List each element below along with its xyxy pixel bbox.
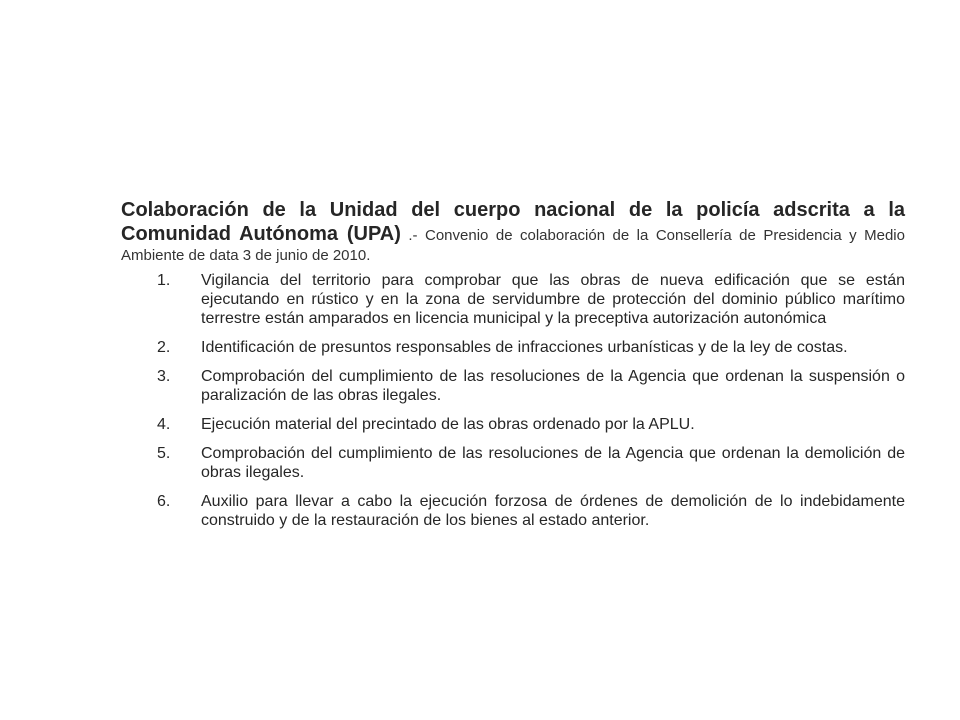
slide-content bbox=[121, 198, 905, 540]
intro-title: Colaboración de la Unidad del cuerpo nacional de la policía adscrita a la Comunidad Autónoma (UPA) bbox=[121, 199, 905, 245]
list-item-text: Comprobación del cumplimiento de las resoluciones de la Agencia que ordenan la suspensión o paralización de las obras ilegales. bbox=[201, 368, 905, 404]
list-item-text: Auxilio para llevar a cabo la ejecución forzosa de órdenes de demolición de lo indebidamente construido y de la restauración de los bienes al estado anterior. bbox=[201, 493, 905, 529]
intro-text: .- Convenio de colaboración de la Consellería de Presidencia y Medio Ambiente de data 3 de junio de 2010. bbox=[121, 227, 905, 264]
list-item bbox=[121, 338, 905, 357]
list-item-number: 4. bbox=[157, 416, 171, 433]
list-item-number: 3. bbox=[157, 368, 171, 385]
list-item-text: Vigilancia del territorio para comprobar que las obras de nueva edificación que se están ejecutando en rústico y en la zona de servidumbre de protección del dominio público marítimo terrestre están amparados en licencia municipal y la preceptiva autorización autonómica bbox=[201, 272, 905, 327]
list-item-number: 6. bbox=[157, 493, 171, 510]
list-item-text: Identificación de presuntos responsables de infracciones urbanísticas y de la ley de costas. bbox=[201, 339, 848, 356]
list-item-text: Ejecución material del precintado de las obras ordenado por la APLU. bbox=[201, 416, 695, 433]
intro-paragraph bbox=[121, 198, 905, 265]
list-item bbox=[121, 444, 905, 482]
list-item-number: 1. bbox=[157, 272, 171, 289]
list-item bbox=[121, 415, 905, 434]
list-item bbox=[121, 271, 905, 328]
list-item bbox=[121, 367, 905, 405]
list-item-number: 5. bbox=[157, 445, 171, 462]
list-item-text: Comprobación del cumplimiento de las resoluciones de la Agencia que ordenan la demolición de obras ilegales. bbox=[201, 445, 905, 481]
numbered-list bbox=[121, 271, 905, 530]
list-item-number: 2. bbox=[157, 339, 171, 356]
list-item bbox=[121, 492, 905, 530]
